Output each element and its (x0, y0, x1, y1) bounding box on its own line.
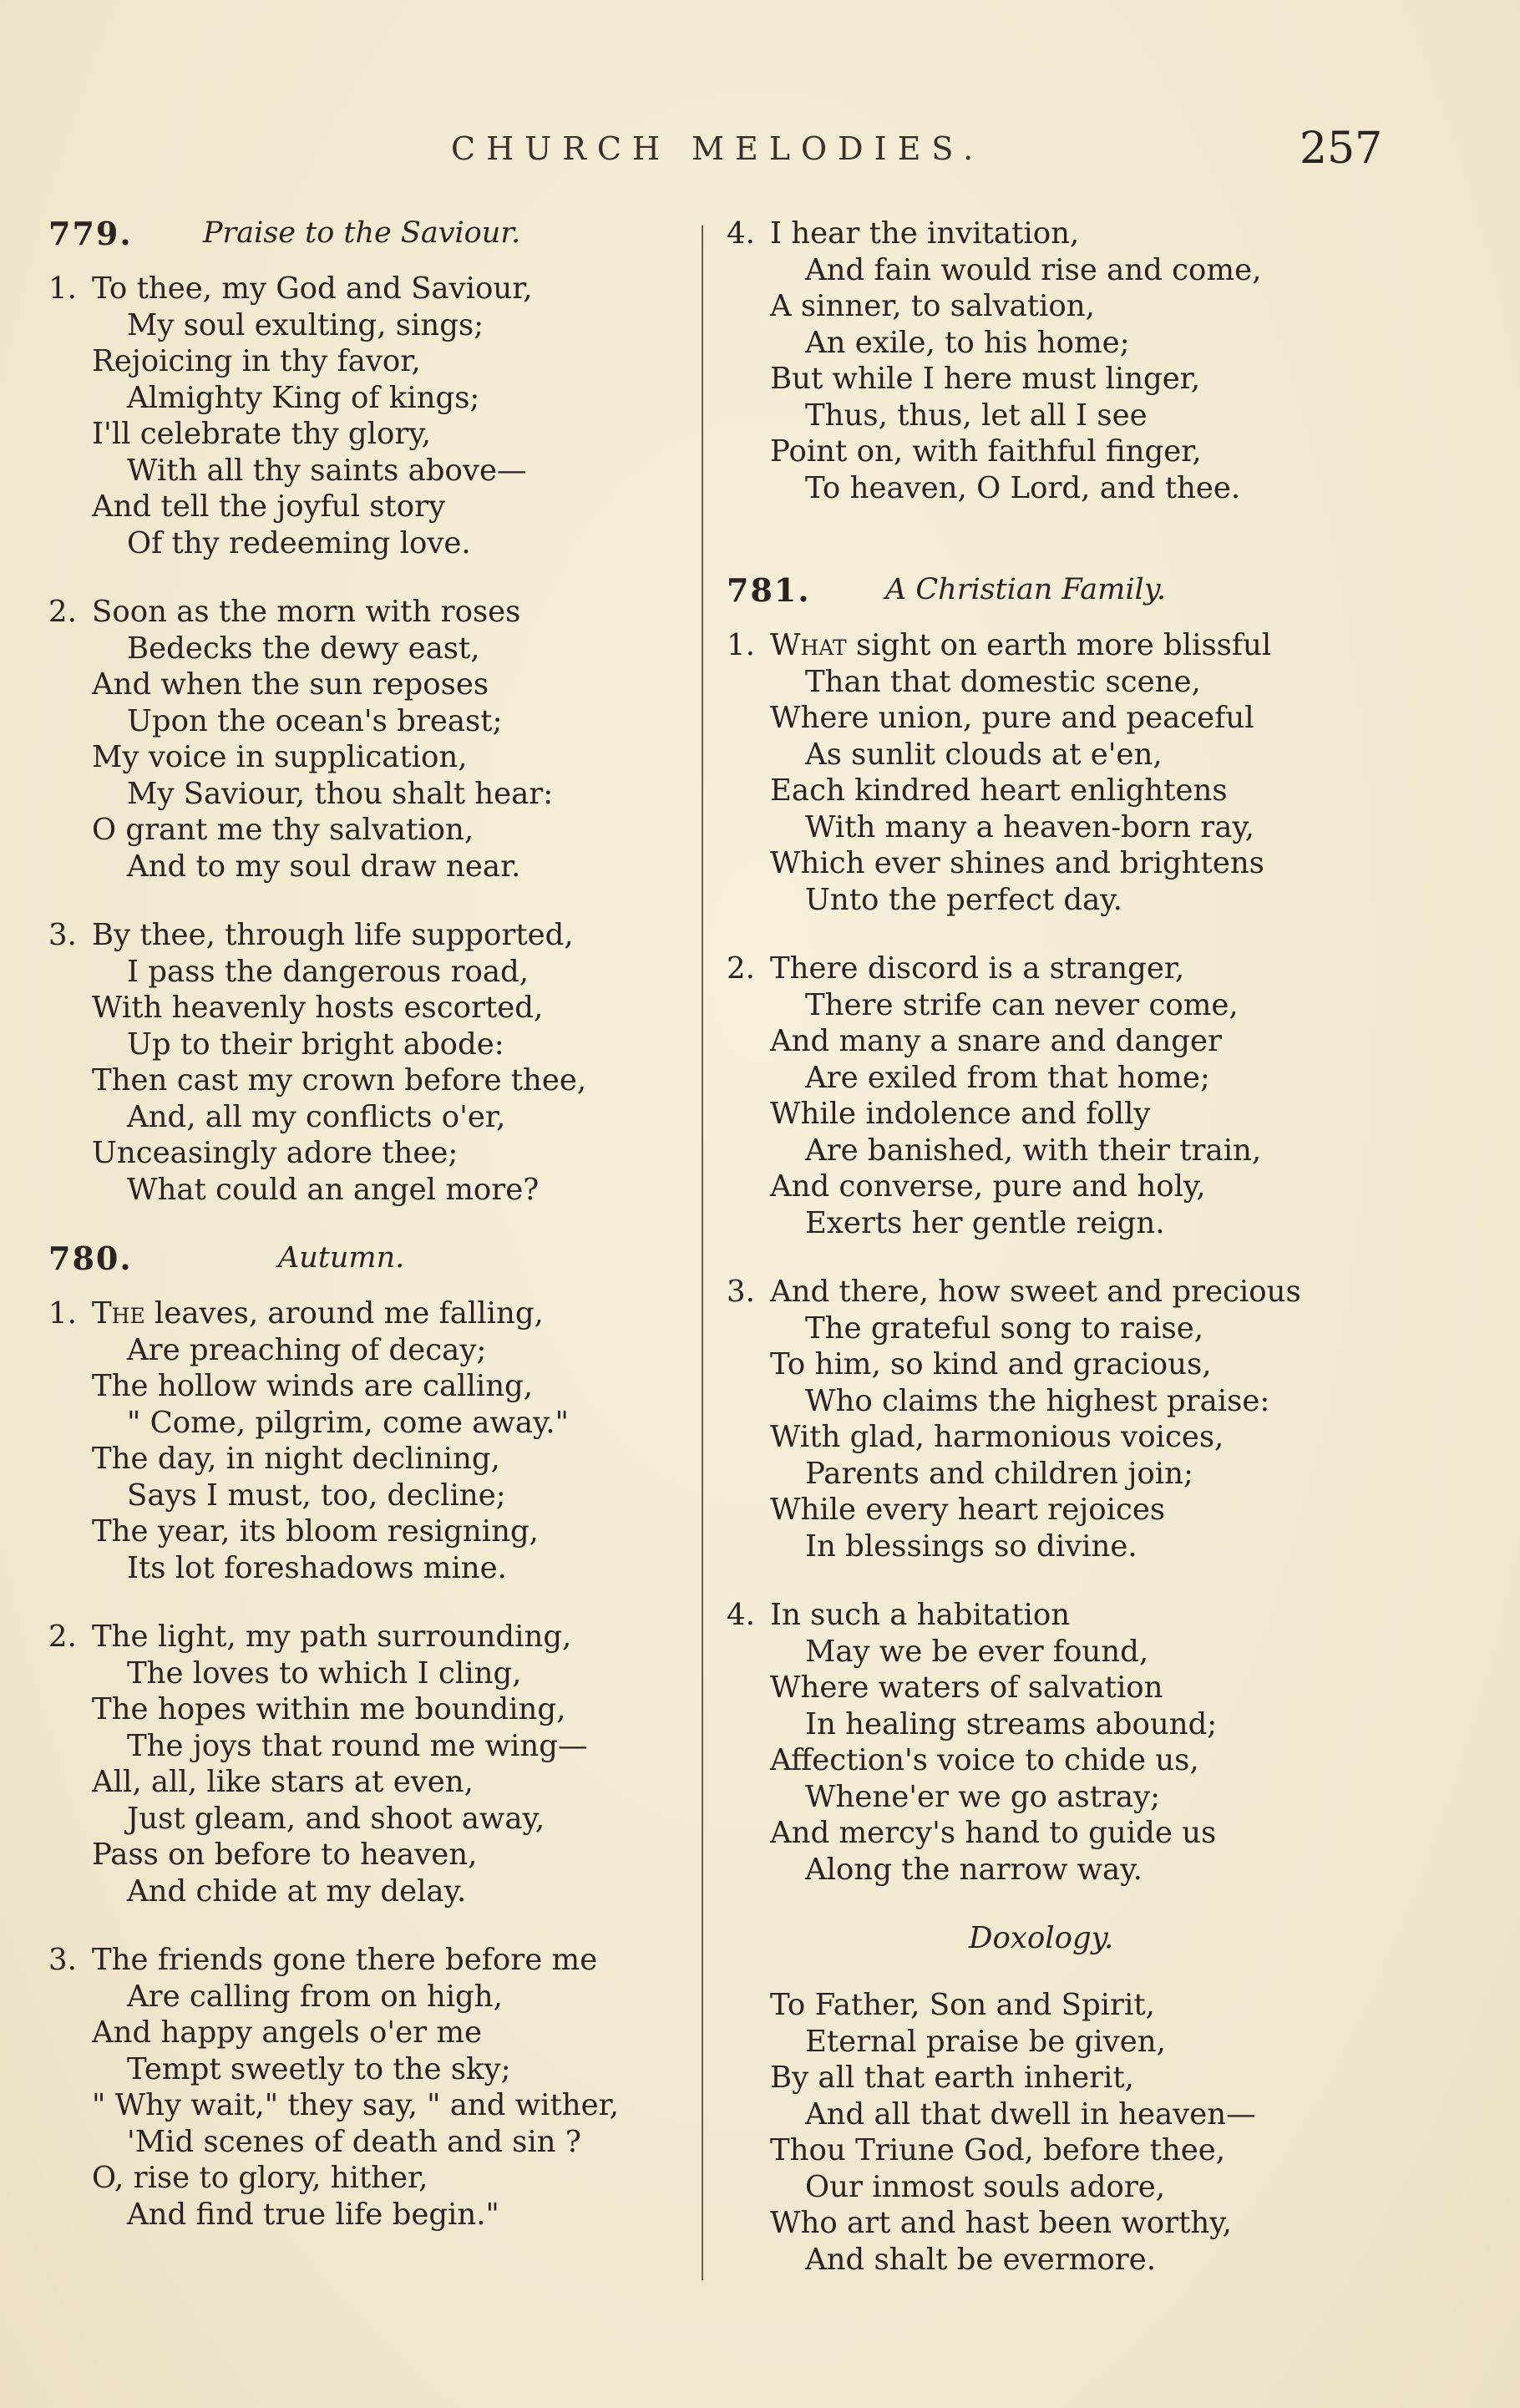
verse-line: While every heart rejoices (770, 1493, 1166, 1527)
stanza-number: 2. (48, 1620, 77, 1654)
verse-line: With heavenly hosts escorted, (92, 991, 544, 1025)
right-column (727, 215, 1478, 2278)
stanza (727, 951, 1478, 1241)
verse-line: And shalt be evermore. (805, 2242, 1157, 2277)
verse-line: Which ever shines and brightens (770, 846, 1264, 880)
left-column (48, 215, 700, 2265)
verse-line: May we be ever found, (805, 1634, 1149, 1669)
verse-line: Who claims the highest praise: (805, 1383, 1270, 1418)
verse-line: Unceasingly adore thee; (92, 1136, 459, 1170)
stanza-number: 1. (48, 271, 77, 306)
verse-line: With glad, harmonious voices, (770, 1420, 1224, 1454)
verse-line: Pass on before to heaven, (92, 1838, 478, 1872)
verse-line: Thus, thus, let all I see (805, 398, 1148, 433)
stanza (48, 1619, 700, 1909)
verse-line: Then cast my crown before thee, (92, 1063, 587, 1098)
verse-line: Bedecks the dewy east, (127, 631, 480, 666)
verse-line: Almighty King of kings; (127, 380, 480, 415)
verse-line: " Why wait," they say, " and wither, (92, 2088, 620, 2122)
hymn-number: 779. (48, 215, 133, 252)
verse-line: Rejoicing in thy favor, (92, 344, 421, 378)
verse-line: The grateful song to raise, (805, 1310, 1203, 1346)
verse-line: 2. Soon as the morn with roses (48, 595, 521, 629)
verse-line: And find true life begin." (127, 2197, 499, 2232)
verse-line: 1. What sight on earth more blissful (727, 628, 1272, 662)
hymn-heading (48, 215, 700, 252)
verse-line: 4. In such a habitation (727, 1598, 1071, 1632)
verse-line: Thou Triune God, before thee, (770, 2133, 1226, 2167)
verse-line: All, all, like stars at even, (92, 1765, 474, 1799)
verse-line: Are exiled from that home; (805, 1060, 1210, 1095)
verse-line: A sinner, to salvation, (770, 289, 1095, 323)
doxology-title: Doxology. (969, 1921, 1114, 1955)
verse-line: Are preaching of decay; (127, 1332, 487, 1367)
verse-line: Its lot foreshadows mine. (127, 1550, 507, 1585)
verse-line: Upon the ocean's breast; (127, 703, 503, 738)
verse-line: Up to their bright abode: (127, 1027, 504, 1062)
stanza-number: 1. (727, 628, 755, 662)
verse-line: In healing streams abound; (805, 1706, 1218, 1741)
stanza (727, 1597, 1478, 1888)
verse-line: 1. The leaves, around me falling, (48, 1296, 544, 1331)
hymn-779 (48, 215, 700, 1208)
verse-line: The hollow winds are calling, (92, 1369, 534, 1403)
verse-line: The joys that round me wing— (127, 1728, 588, 1763)
stanza-number: 3. (48, 1943, 77, 1977)
verse-line: But while I here must linger, (770, 362, 1201, 396)
verse-line: My Saviour, thou shalt hear: (127, 776, 554, 811)
verse-line: Affection's voice to chide us, (770, 1743, 1199, 1777)
stanza (48, 917, 700, 1208)
verse-line: Unto the perfect day. (805, 882, 1122, 917)
verse-line: Each kindred heart enlightens (770, 773, 1228, 808)
drop-word: The (92, 1296, 145, 1331)
stanza-number: 4. (727, 1598, 755, 1632)
verse-line: My voice in supplication, (92, 740, 468, 774)
stanza-number: 1. (48, 1296, 77, 1331)
stanza-number: 2. (48, 595, 77, 629)
verse-line: The year, its bloom resigning, (92, 1514, 539, 1549)
drop-word: What (770, 628, 847, 662)
verse-line: Where union, pure and peaceful (770, 701, 1254, 735)
column-divider (702, 226, 703, 2280)
verse-line: Along the narrow way. (805, 1852, 1143, 1887)
verse-line: Eternal praise be given, (805, 2024, 1166, 2059)
verse-line: Just gleam, and shoot away, (127, 1801, 545, 1836)
verse-line: There strife can never come, (805, 987, 1239, 1022)
verse-line: With all thy saints above— (127, 453, 527, 488)
verse-line: What could an angel more? (127, 1172, 540, 1207)
verse-line: Where waters of salvation (770, 1670, 1163, 1705)
verse-line: And happy angels o'er me (92, 2015, 483, 2050)
doxology (727, 1920, 1478, 2278)
stanza (727, 1274, 1478, 1564)
stanza-number: 3. (48, 918, 77, 952)
hymn-number: 780. (48, 1239, 133, 1277)
verse-line: 2. There discord is a stranger, (727, 951, 1185, 986)
stanza-number: 2. (727, 951, 755, 986)
stanza-number: 3. (727, 1275, 755, 1309)
verse-line: Who art and hast been worthy, (770, 2206, 1232, 2240)
stanza-continuation (727, 215, 1478, 506)
verse-line: While indolence and folly (770, 1097, 1151, 1131)
verse-line: O grant me thy salvation, (92, 813, 474, 847)
verse-line: Are banished, with their train, (805, 1133, 1262, 1168)
verse-line: Our inmost souls adore, (805, 2169, 1166, 2204)
verse-line: In blessings so divine. (805, 1528, 1137, 1564)
verse-line: To heaven, O Lord, and thee. (805, 470, 1241, 505)
verse-line: O, rise to glory, hither, (92, 2161, 428, 2195)
hymn-title: A Christian Family. (885, 573, 1167, 606)
verse-line: And chide at my delay. (127, 1873, 467, 1909)
verse-line: I pass the dangerous road, (127, 954, 529, 989)
stanza (48, 594, 700, 885)
stanza-number: 4. (727, 216, 755, 251)
verse-line: Parents and children join; (805, 1456, 1193, 1491)
verse-line: I'll celebrate thy glory, (92, 417, 431, 451)
verse-line: Tempt sweetly to the sky; (127, 2051, 511, 2086)
verse-line: Says I must, too, decline; (127, 1478, 506, 1513)
verse-line: 3. And there, how sweet and precious (727, 1275, 1301, 1309)
verse-line: My soul exulting, sings; (127, 307, 484, 342)
stanza (48, 1295, 700, 1586)
hymn-781 (727, 572, 1478, 1888)
verse-line: And to my soul draw near. (127, 849, 521, 884)
verse-line: 3. The friends gone there before me (48, 1943, 598, 1977)
stanza (727, 627, 1478, 918)
stanza (48, 1942, 700, 2233)
verse-line: As sunlit clouds at e'en, (805, 737, 1163, 772)
verse-line: Whene'er we go astray; (805, 1779, 1161, 1814)
verse-line: And, all my conflicts o'er, (127, 1099, 506, 1134)
hymn-heading (727, 572, 1478, 609)
page-number: 257 (1300, 124, 1383, 174)
hymn-number: 781. (727, 571, 811, 609)
verse-line: The hopes within me bounding, (92, 1692, 566, 1726)
verse-line: And tell the joyful story (92, 489, 446, 524)
verse-line: The loves to which I cling, (127, 1655, 522, 1691)
hymn-heading (48, 1240, 700, 1277)
verse-line: To him, so kind and gracious, (770, 1347, 1212, 1381)
verse-line: Than that domestic scene, (805, 664, 1201, 699)
verse-line: 3. By thee, through life supported, (48, 918, 574, 952)
verse-line: To Father, Son and Spirit, (770, 1988, 1155, 2022)
verse-line: Exerts her gentle reign. (805, 1205, 1165, 1240)
verse-line: " Come, pilgrim, come away." (127, 1405, 569, 1440)
verse-line: And mercy's hand to guide us (770, 1816, 1217, 1850)
hymn-780 (48, 1240, 700, 2233)
verse-line: And fain would rise and come, (805, 252, 1262, 287)
verse-line: Point on, with faithful finger, (770, 434, 1202, 469)
verse-line: 2. The light, my path surrounding, (48, 1620, 572, 1654)
verse-line: And many a snare and danger (770, 1024, 1222, 1058)
running-title: CHURCH MELODIES. (451, 130, 985, 167)
verse-line: 'Mid scenes of death and sin ? (127, 2124, 581, 2159)
stanza (48, 271, 700, 561)
verse-line: An exile, to his home; (805, 325, 1130, 360)
verse-line: 4. I hear the invitation, (727, 216, 1080, 251)
verse-line: 1. To thee, my God and Saviour, (48, 271, 533, 306)
verse-line: And all that dwell in heaven— (805, 2096, 1256, 2132)
verse-line: With many a heaven-born ray, (805, 809, 1255, 844)
page-header (0, 124, 1520, 174)
verse-line: And converse, pure and holy, (770, 1169, 1206, 1204)
hymn-title: Autumn. (278, 1241, 405, 1275)
verse-line: And when the sun reposes (92, 667, 489, 702)
verse-line: The day, in night declining, (92, 1442, 500, 1476)
verse-line: Are calling from on high, (127, 1979, 503, 2014)
verse-line: Of thy redeeming love. (127, 525, 471, 560)
verse-line: By all that earth inherit, (770, 2061, 1134, 2095)
hymn-title: Praise to the Saviour. (203, 216, 521, 250)
